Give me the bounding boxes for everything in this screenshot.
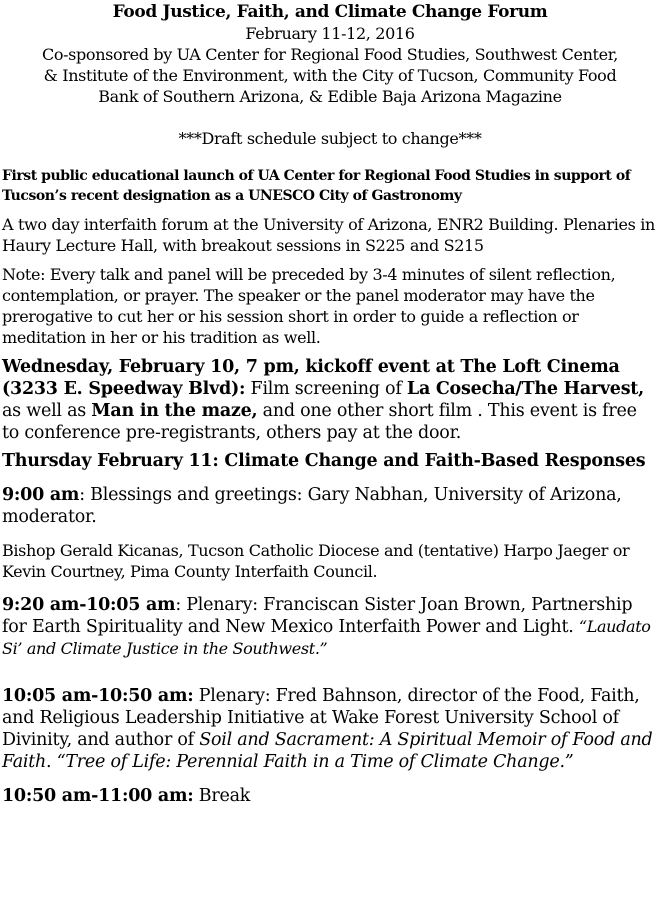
forum-description: A two day interfaith forum at the University of Arizona, ENR2 Building. Plenaries in Haury Lecture Hall, with breakout sessions in S225 and S215 [2,215,655,255]
session-text: Plenary: Fred Bahnson, director of the Food, Faith, and Religious Leadership Initiative at Wake Forest University School of Divinity, and author of [2,686,640,750]
wednesday-text-3: and one other short film . This event is free to conference pre-registrants, others pay at the door. [2,401,637,443]
wednesday-text-1: Film screening of [245,379,407,399]
silence-note: Note: Every talk and panel will be preceded by 3-4 minutes of silent reflection, contemplation, or prayer. The speaker or the panel moderator may have the prerogative to cut her or his session short in order to guide a reflection or meditation in her or his tradition as well. [2,265,616,347]
session-break [2,785,658,807]
book-title: Soil and Sacrament: A Spiritual Memoir of Food and Faith [2,730,653,772]
session-talk-title: “Tree of Life: Perennial Faith in a Time of Climate Change.” [56,752,574,772]
session-time: 9:20 am-10:05 am [2,595,176,615]
event-dates: February 11-12, 2016 [245,24,415,43]
sponsors-line-1: Co-sponsored by UA Center for Regional Food Studies, Southwest Center, [41,45,619,64]
thursday-heading: Thursday February 11: Climate Change and Faith-Based Responses [2,451,646,471]
wednesday-kickoff [2,356,658,444]
wednesday-text-2: as well as [2,401,92,421]
session-time: 9:00 am [2,485,80,505]
session-bishop [2,540,658,582]
session-text: Bishop Gerald Kicanas, Tucson Catholic Diocese and (tentative) Harpo Jaeger or Kevin Courtney, Pima County Interfaith Council. [2,541,630,581]
wednesday-heading: Wednesday, February 10, 7 pm, kickoff event at The Loft Cinema (3233 E. Speedway Blvd): [2,357,620,399]
session-blessings [2,484,658,528]
session-text: Break [193,786,251,806]
session-time: 10:50 am-11:00 am: [2,786,194,806]
session-text: : Blessings and greetings: Gary Nabhan, University of Arizona, moderator. [2,485,622,527]
document-title: Food Justice, Faith, and Climate Change Forum [112,2,548,22]
sponsors-line-2: & Institute of the Environment, with the City of Tucson, Community Food [43,66,617,85]
film-title-cosecha: La Cosecha/The Harvest, [406,379,644,399]
session-text-2: . [46,752,57,772]
session-plenary-bahnson [2,685,658,773]
draft-notice: ***Draft schedule subject to change*** [178,129,482,148]
session-text: : Plenary: Franciscan Sister Joan Brown, Partnership for Earth Spirituality and New Mexico Interfaith Power and Light. [2,595,633,637]
session-plenary-brown [2,594,658,659]
session-time: 10:05 am-10:50 am: [2,686,194,706]
session-talk-title: “Laudato Si’ and Climate Justice in the Southwest.” [2,617,651,658]
sponsors-line-3: Bank of Southern Arizona, & Edible Baja Arizona Magazine [98,87,562,106]
launch-statement: First public educational launch of UA Center for Regional Food Studies in support of Tucson’s recent designation as a UNESCO City of Gastronomy [2,168,631,204]
film-title-maze: Man in the maze, [91,401,258,421]
